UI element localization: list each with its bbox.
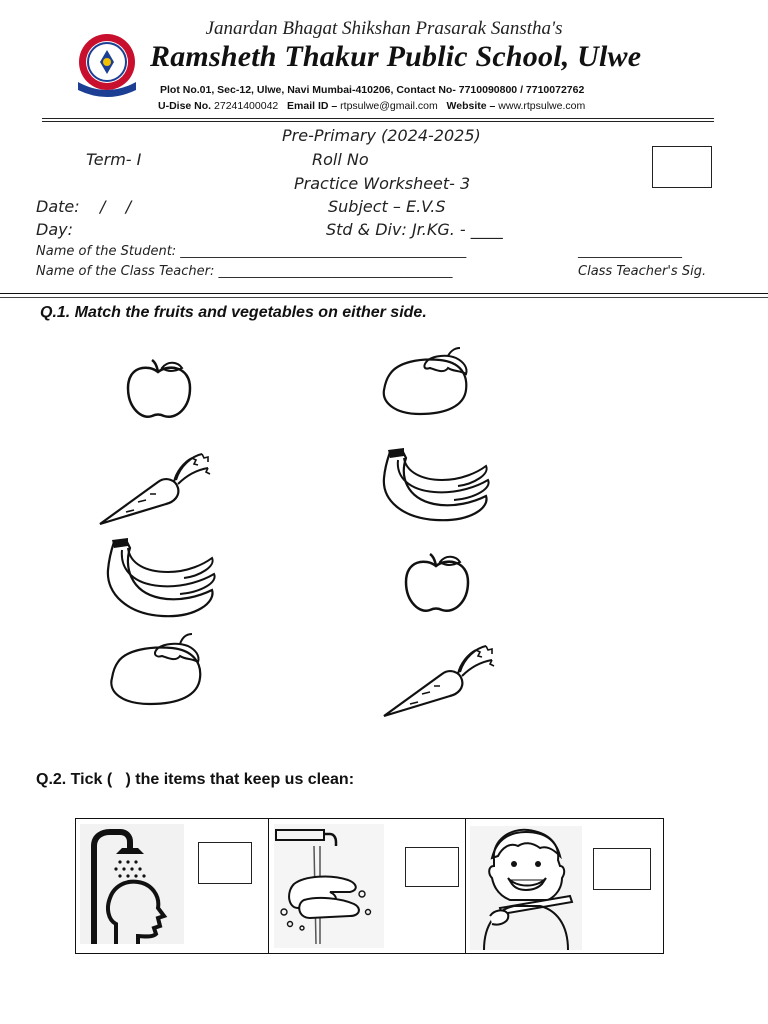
signature-label: Class Teacher's Sig. <box>578 264 707 279</box>
school-logo <box>72 32 142 98</box>
roll-no-box[interactable] <box>652 146 712 188</box>
sanstha-name: Janardan Bhagat Shikshan Prasarak Sanstha's <box>205 18 563 39</box>
banana-icon <box>376 446 494 531</box>
class-teacher-field: Name of the Class Teacher: ____________________________________ <box>36 264 453 279</box>
table-divider <box>268 818 269 954</box>
apple-icon <box>400 550 474 621</box>
contact-line <box>158 100 585 112</box>
school-name: Ramsheth Thakur Public School, Ulwe <box>150 40 642 73</box>
day-field: Day: <box>36 220 73 239</box>
signature-line: ________________ <box>578 244 682 259</box>
carrot-icon <box>96 452 214 533</box>
subject-label: Subject – E.V.S <box>328 197 446 216</box>
brinjal-icon <box>380 346 472 423</box>
question-1: Q.1. Match the fruits and vegetables on either side. <box>40 304 427 321</box>
std-div-field: Std & Div: Jr.KG. - ____ <box>326 220 503 239</box>
date-field: Date: / / <box>36 197 132 216</box>
question-2: Q.2. Tick ( ) the items that keep us clean: <box>36 771 355 788</box>
website-label: Website – <box>446 100 496 112</box>
email-value: rtpsulwe@gmail.com <box>340 100 438 112</box>
udise-label: U-Dise No. <box>158 100 212 112</box>
roll-no-label: Roll No <box>312 150 369 169</box>
email-label: Email ID – <box>287 100 338 112</box>
info-divider <box>0 293 768 294</box>
address-line: Plot No.01, Sec-12, Ulwe, Navi Mumbai-410206, Contact No- 7710090800 / 7710072762 <box>160 84 585 96</box>
student-name-field: Name of the Student: ____________________________________________ <box>36 244 467 259</box>
website-value: www.rtpsulwe.com <box>498 100 586 112</box>
tick-box-handwash[interactable] <box>405 847 459 887</box>
table-divider <box>465 818 466 954</box>
tick-box-toothbrush[interactable] <box>593 848 651 890</box>
brinjal-icon <box>106 632 206 713</box>
header-divider-2 <box>42 121 714 122</box>
banana-icon <box>100 536 220 627</box>
info-divider-2 <box>0 297 768 298</box>
section-label: Pre-Primary (2024-2025) <box>282 126 481 145</box>
worksheet-title: Practice Worksheet- 3 <box>294 174 471 193</box>
shower-icon <box>80 824 184 944</box>
term-label: Term- I <box>86 150 142 169</box>
toothbrush-icon <box>470 826 582 950</box>
apple-icon <box>122 358 196 427</box>
udise-value: 27241400042 <box>214 100 279 112</box>
carrot-icon <box>380 644 498 725</box>
header-divider <box>42 118 714 119</box>
handwash-icon <box>274 824 384 948</box>
tick-box-shower[interactable] <box>198 842 252 884</box>
